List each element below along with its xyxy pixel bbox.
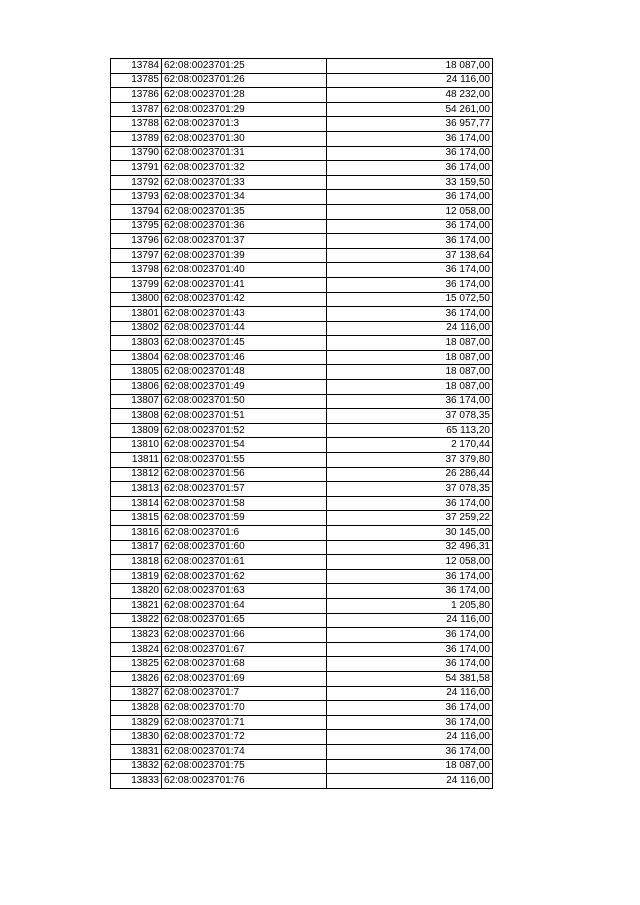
amount-cell: 36 174,00	[327, 569, 493, 584]
table-row	[111, 584, 493, 599]
table-row	[111, 336, 493, 351]
table-body	[111, 59, 493, 789]
row-number-cell: 13810	[111, 438, 162, 453]
row-number-cell: 13808	[111, 409, 162, 424]
cadastral-number-cell: 62:08:0023701:43	[162, 307, 327, 322]
cadastral-number-cell: 62:08:0023701:34	[162, 190, 327, 205]
row-number-cell: 13791	[111, 161, 162, 176]
table-row	[111, 715, 493, 730]
row-number-cell: 13806	[111, 380, 162, 395]
row-number-cell: 13801	[111, 307, 162, 322]
amount-cell: 36 174,00	[327, 584, 493, 599]
cadastral-number-cell: 62:08:0023701:46	[162, 350, 327, 365]
row-number-cell: 13815	[111, 511, 162, 526]
row-number-cell: 13807	[111, 394, 162, 409]
table-row	[111, 248, 493, 263]
table-row	[111, 730, 493, 745]
row-number-cell: 13819	[111, 569, 162, 584]
table-row	[111, 423, 493, 438]
row-number-cell: 13785	[111, 73, 162, 88]
table-row	[111, 219, 493, 234]
table-row	[111, 613, 493, 628]
table-row	[111, 88, 493, 103]
cadastral-number-cell: 62:08:0023701:50	[162, 394, 327, 409]
amount-cell: 24 116,00	[327, 321, 493, 336]
table-row	[111, 307, 493, 322]
row-number-cell: 13816	[111, 526, 162, 541]
row-number-cell: 13797	[111, 248, 162, 263]
cadastral-number-cell: 62:08:0023701:28	[162, 88, 327, 103]
row-number-cell: 13800	[111, 292, 162, 307]
amount-cell: 18 087,00	[327, 759, 493, 774]
amount-cell: 36 174,00	[327, 657, 493, 672]
table-row	[111, 526, 493, 541]
cadastral-number-cell: 62:08:0023701:55	[162, 453, 327, 468]
cadastral-number-cell: 62:08:0023701:35	[162, 204, 327, 219]
amount-cell: 36 174,00	[327, 234, 493, 249]
cadastral-number-cell: 62:08:0023701:76	[162, 774, 327, 789]
document-page	[110, 58, 491, 789]
row-number-cell: 13784	[111, 59, 162, 74]
cadastral-number-cell: 62:08:0023701:74	[162, 744, 327, 759]
table-row	[111, 438, 493, 453]
cadastral-number-cell: 62:08:0023701:52	[162, 423, 327, 438]
cadastral-number-cell: 62:08:0023701:41	[162, 277, 327, 292]
row-number-cell: 13812	[111, 467, 162, 482]
row-number-cell: 13798	[111, 263, 162, 278]
amount-cell: 33 159,50	[327, 175, 493, 190]
table-row	[111, 774, 493, 789]
amount-cell: 32 496,31	[327, 540, 493, 555]
cadastral-number-cell: 62:08:0023701:60	[162, 540, 327, 555]
amount-cell: 36 174,00	[327, 496, 493, 511]
table-row	[111, 671, 493, 686]
cadastral-number-cell: 62:08:0023701:65	[162, 613, 327, 628]
table-row	[111, 744, 493, 759]
table-row	[111, 657, 493, 672]
table-row	[111, 321, 493, 336]
row-number-cell: 13818	[111, 555, 162, 570]
table-row	[111, 277, 493, 292]
row-number-cell: 13827	[111, 686, 162, 701]
cadastral-number-cell: 62:08:0023701:69	[162, 671, 327, 686]
row-number-cell: 13793	[111, 190, 162, 205]
cadastral-number-cell: 62:08:0023701:25	[162, 59, 327, 74]
table-row	[111, 350, 493, 365]
cadastral-number-cell: 62:08:0023701:36	[162, 219, 327, 234]
amount-cell: 18 087,00	[327, 380, 493, 395]
row-number-cell: 13794	[111, 204, 162, 219]
amount-cell: 12 058,00	[327, 555, 493, 570]
cadastral-number-cell: 62:08:0023701:66	[162, 628, 327, 643]
amount-cell: 36 174,00	[327, 715, 493, 730]
cadastral-number-cell: 62:08:0023701:44	[162, 321, 327, 336]
cadastral-number-cell: 62:08:0023701:75	[162, 759, 327, 774]
row-number-cell: 13831	[111, 744, 162, 759]
cadastral-number-cell: 62:08:0023701:6	[162, 526, 327, 541]
table-row	[111, 102, 493, 117]
cadastral-number-cell: 62:08:0023701:70	[162, 701, 327, 716]
amount-cell: 36 174,00	[327, 744, 493, 759]
row-number-cell: 13792	[111, 175, 162, 190]
table-row	[111, 701, 493, 716]
amount-cell: 18 087,00	[327, 350, 493, 365]
amount-cell: 36 174,00	[327, 277, 493, 292]
amount-cell: 24 116,00	[327, 774, 493, 789]
amount-cell: 2 170,44	[327, 438, 493, 453]
row-number-cell: 13789	[111, 131, 162, 146]
cadastral-number-cell: 62:08:0023701:37	[162, 234, 327, 249]
amount-cell: 36 174,00	[327, 628, 493, 643]
table-row	[111, 365, 493, 380]
amount-cell: 18 087,00	[327, 365, 493, 380]
row-number-cell: 13805	[111, 365, 162, 380]
amount-cell: 36 174,00	[327, 161, 493, 176]
cadastral-number-cell: 62:08:0023701:72	[162, 730, 327, 745]
row-number-cell: 13817	[111, 540, 162, 555]
row-number-cell: 13802	[111, 321, 162, 336]
row-number-cell: 13796	[111, 234, 162, 249]
cadastral-number-cell: 62:08:0023701:7	[162, 686, 327, 701]
row-number-cell: 13833	[111, 774, 162, 789]
amount-cell: 30 145,00	[327, 526, 493, 541]
cadastral-number-cell: 62:08:0023701:57	[162, 482, 327, 497]
amount-cell: 24 116,00	[327, 686, 493, 701]
amount-cell: 37 078,35	[327, 482, 493, 497]
table-row	[111, 496, 493, 511]
amount-cell: 36 174,00	[327, 146, 493, 161]
row-number-cell: 13828	[111, 701, 162, 716]
cadastral-number-cell: 62:08:0023701:54	[162, 438, 327, 453]
table-row	[111, 482, 493, 497]
cadastral-number-cell: 62:08:0023701:39	[162, 248, 327, 263]
row-number-cell: 13822	[111, 613, 162, 628]
table-row	[111, 234, 493, 249]
row-number-cell: 13830	[111, 730, 162, 745]
row-number-cell: 13809	[111, 423, 162, 438]
row-number-cell: 13790	[111, 146, 162, 161]
amount-cell: 36 174,00	[327, 642, 493, 657]
table-row	[111, 394, 493, 409]
amount-cell: 18 087,00	[327, 336, 493, 351]
row-number-cell: 13821	[111, 598, 162, 613]
table-row	[111, 642, 493, 657]
cadastral-number-cell: 62:08:0023701:3	[162, 117, 327, 132]
amount-cell: 37 078,35	[327, 409, 493, 424]
amount-cell: 37 138,64	[327, 248, 493, 263]
cadastral-number-cell: 62:08:0023701:61	[162, 555, 327, 570]
amount-cell: 12 058,00	[327, 204, 493, 219]
cadastral-number-cell: 62:08:0023701:49	[162, 380, 327, 395]
amount-cell: 54 261,00	[327, 102, 493, 117]
row-number-cell: 13799	[111, 277, 162, 292]
table-row	[111, 540, 493, 555]
table-row	[111, 759, 493, 774]
amount-cell: 1 205,80	[327, 598, 493, 613]
row-number-cell: 13813	[111, 482, 162, 497]
table-row	[111, 292, 493, 307]
table-row	[111, 175, 493, 190]
table-row	[111, 569, 493, 584]
table-row	[111, 117, 493, 132]
amount-cell: 15 072,50	[327, 292, 493, 307]
cadastral-number-cell: 62:08:0023701:33	[162, 175, 327, 190]
row-number-cell: 13803	[111, 336, 162, 351]
cadastral-number-cell: 62:08:0023701:59	[162, 511, 327, 526]
row-number-cell: 13829	[111, 715, 162, 730]
cadastral-number-cell: 62:08:0023701:45	[162, 336, 327, 351]
cadastral-number-cell: 62:08:0023701:42	[162, 292, 327, 307]
amount-cell: 36 957,77	[327, 117, 493, 132]
table-row	[111, 628, 493, 643]
table-row	[111, 59, 493, 74]
table-row	[111, 686, 493, 701]
cadastral-number-cell: 62:08:0023701:64	[162, 598, 327, 613]
cadastral-number-cell: 62:08:0023701:32	[162, 161, 327, 176]
amount-cell: 54 381,58	[327, 671, 493, 686]
cadastral-number-cell: 62:08:0023701:58	[162, 496, 327, 511]
table-row	[111, 146, 493, 161]
table-row	[111, 409, 493, 424]
table-row	[111, 131, 493, 146]
table-row	[111, 511, 493, 526]
row-number-cell: 13820	[111, 584, 162, 599]
amount-cell: 24 116,00	[327, 73, 493, 88]
cadastral-number-cell: 62:08:0023701:51	[162, 409, 327, 424]
table-row	[111, 380, 493, 395]
table-row	[111, 161, 493, 176]
cadastral-number-cell: 62:08:0023701:71	[162, 715, 327, 730]
amount-cell: 48 232,00	[327, 88, 493, 103]
cadastral-number-cell: 62:08:0023701:31	[162, 146, 327, 161]
row-number-cell: 13804	[111, 350, 162, 365]
cadastral-number-cell: 62:08:0023701:56	[162, 467, 327, 482]
cadastral-number-cell: 62:08:0023701:68	[162, 657, 327, 672]
amount-cell: 65 113,20	[327, 423, 493, 438]
row-number-cell: 13787	[111, 102, 162, 117]
cadastral-number-cell: 62:08:0023701:29	[162, 102, 327, 117]
table-row	[111, 190, 493, 205]
row-number-cell: 13814	[111, 496, 162, 511]
table-row	[111, 263, 493, 278]
amount-cell: 37 379,80	[327, 453, 493, 468]
row-number-cell: 13826	[111, 671, 162, 686]
table-row	[111, 453, 493, 468]
row-number-cell: 13823	[111, 628, 162, 643]
row-number-cell: 13825	[111, 657, 162, 672]
cadastral-number-cell: 62:08:0023701:26	[162, 73, 327, 88]
amount-cell: 36 174,00	[327, 394, 493, 409]
table-row	[111, 598, 493, 613]
amount-cell: 36 174,00	[327, 263, 493, 278]
row-number-cell: 13824	[111, 642, 162, 657]
amount-cell: 18 087,00	[327, 59, 493, 74]
amount-cell: 36 174,00	[327, 190, 493, 205]
amount-cell: 36 174,00	[327, 307, 493, 322]
table-row	[111, 467, 493, 482]
row-number-cell: 13832	[111, 759, 162, 774]
table-row	[111, 204, 493, 219]
amount-cell: 36 174,00	[327, 219, 493, 234]
amount-cell: 24 116,00	[327, 730, 493, 745]
row-number-cell: 13786	[111, 88, 162, 103]
data-table	[110, 58, 493, 789]
cadastral-number-cell: 62:08:0023701:67	[162, 642, 327, 657]
cadastral-number-cell: 62:08:0023701:30	[162, 131, 327, 146]
cadastral-number-cell: 62:08:0023701:48	[162, 365, 327, 380]
amount-cell: 24 116,00	[327, 613, 493, 628]
cadastral-number-cell: 62:08:0023701:63	[162, 584, 327, 599]
amount-cell: 37 259,22	[327, 511, 493, 526]
amount-cell: 26 286,44	[327, 467, 493, 482]
table-row	[111, 73, 493, 88]
row-number-cell: 13788	[111, 117, 162, 132]
cadastral-number-cell: 62:08:0023701:62	[162, 569, 327, 584]
cadastral-number-cell: 62:08:0023701:40	[162, 263, 327, 278]
amount-cell: 36 174,00	[327, 701, 493, 716]
table-row	[111, 555, 493, 570]
row-number-cell: 13811	[111, 453, 162, 468]
amount-cell: 36 174,00	[327, 131, 493, 146]
row-number-cell: 13795	[111, 219, 162, 234]
